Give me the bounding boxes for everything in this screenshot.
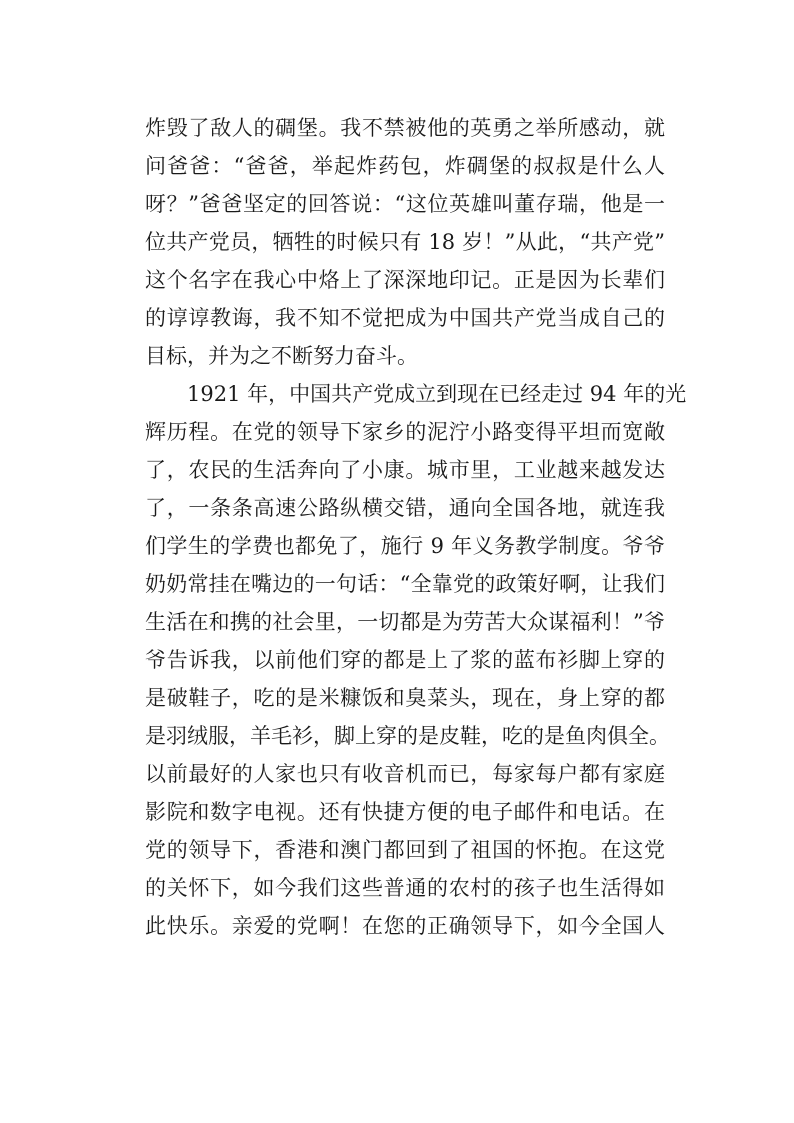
text-line: 炸毁了敌人的碉堡。我不禁被他的英勇之举所感动，就 bbox=[145, 116, 665, 140]
text-line: 生活在和携的社会里，一切都是为劳苦大众谋福利！”爷 bbox=[145, 610, 665, 634]
text-line: 影院和数字电视。还有快捷方便的电子邮件和电话。在 bbox=[145, 800, 665, 824]
text-line: 呀？”爸爸坚定的回答说：“这位英雄叫董存瑞，他是一 bbox=[145, 192, 665, 216]
text-line: 此快乐。亲爱的党啊！在您的正确领导下，如今全国人 bbox=[145, 914, 665, 938]
text-line: 问爸爸：“爸爸，举起炸药包，炸碉堡的叔叔是什么人 bbox=[145, 154, 665, 178]
text-line: 辉历程。在党的领导下家乡的泥泞小路变得平坦而宽敞 bbox=[145, 420, 665, 444]
text-line: 了，一条条高速公路纵横交错，通向全国各地，就连我 bbox=[145, 496, 665, 520]
text-line: 的谆谆教诲，我不知不觉把成为中国共产党当成自己的 bbox=[145, 306, 665, 330]
text-line: 的关怀下，如今我们这些普通的农村的孩子也生活得如 bbox=[145, 876, 665, 900]
paragraph-end-line: 目标，并为之不断努力奋斗。 bbox=[145, 344, 418, 368]
text-line: 奶奶常挂在嘴边的一句话：“全靠党的政策好啊，让我们 bbox=[145, 572, 665, 596]
text-line: 爷告诉我，以前他们穿的都是上了浆的蓝布衫脚上穿的 bbox=[145, 648, 665, 672]
text-line: 党的领导下，香港和澳门都回到了祖国的怀抱。在这党 bbox=[145, 838, 665, 862]
text-line: 是羽绒服，羊毛衫，脚上穿的是皮鞋，吃的是鱼肉俱全。 bbox=[145, 724, 670, 748]
text-line: 位共产党员，牺牲的时候只有 18 岁！”从此，“共产党” bbox=[145, 230, 665, 254]
text-line: 是破鞋子，吃的是米糠饭和臭菜头，现在，身上穿的都 bbox=[145, 686, 665, 710]
text-line: 们学生的学费也都免了，施行 9 年义务教学制度。爷爷 bbox=[145, 534, 665, 558]
body-text bbox=[145, 109, 687, 945]
text-line: 这个名字在我心中烙上了深深地印记。正是因为长辈们 bbox=[145, 268, 665, 292]
paragraph-first-line: 1921 年，中国共产党成立到现在已经走过 94 年的光 bbox=[187, 382, 687, 406]
text-line: 以前最好的人家也只有收音机而已，每家每户都有家庭 bbox=[145, 762, 665, 786]
text-line: 了，农民的生活奔向了小康。城市里，工业越来越发达 bbox=[145, 458, 665, 482]
